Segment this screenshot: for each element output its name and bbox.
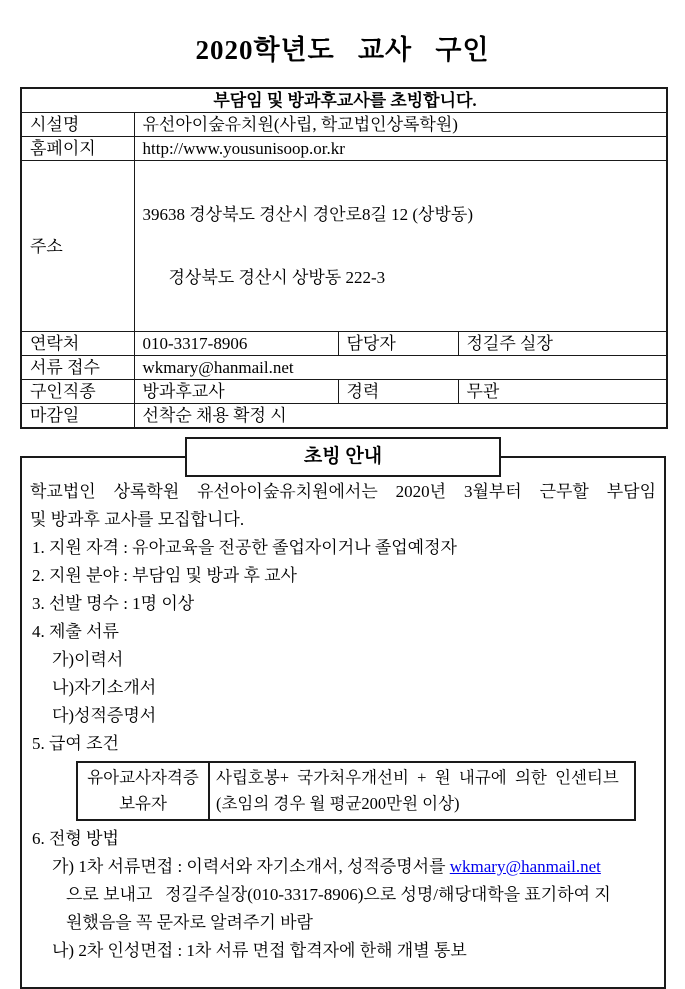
table-header: 부담임 및 방과후교사를 초빙합니다. (21, 88, 667, 113)
recruitment-info-table (20, 87, 668, 429)
contact-value: 010-3317-8906 (134, 332, 338, 356)
deadline-value: 선착순 채용 확정 시 (134, 404, 667, 429)
item-transcript: 다)성적증명서 (52, 706, 157, 725)
homepage-label: 홈페이지 (21, 137, 134, 161)
homepage-value: http://www.yousunisoop.or.kr (134, 137, 667, 161)
manager-value: 정길주 실장 (458, 332, 667, 356)
process-step1-line1 (30, 853, 656, 881)
manager-label: 담당자 (338, 332, 458, 356)
process-step1-line3: 원했음을 꼭 문자로 알려주기 바람 (66, 913, 313, 932)
table-row (21, 380, 667, 404)
address-value (134, 161, 667, 332)
table-row (21, 113, 667, 137)
table-row (77, 762, 635, 820)
item-salary: 5. 급여 조건 (32, 734, 119, 753)
item-documents: 4. 제출 서류 (32, 622, 119, 641)
table-row (21, 88, 667, 113)
table-row (21, 332, 667, 356)
job-value: 방과후교사 (134, 380, 338, 404)
salary-qual-line1: 유아교사자격증 (87, 768, 199, 787)
address-line1: 39638 경상북도 경산시 경안로8길 12 (상방동) (142, 205, 473, 224)
process-step2: 나) 2차 인성면접 : 1차 서류 면접 합격자에 한해 개별 통보 (52, 941, 467, 960)
process-step1-line2: 으로 보내고 정길주실장(010-3317-8906)으로 성명/해당대학을 표기하여 지 (66, 885, 611, 904)
document-page (0, 28, 685, 960)
item-resume: 가)이력서 (52, 650, 124, 669)
email-link[interactable]: wkmary@hanmail.net (449, 857, 601, 876)
apply-value: wkmary@hanmail.net (134, 356, 667, 380)
career-value: 무관 (458, 380, 667, 404)
notice-box (20, 446, 666, 989)
salary-table (76, 761, 636, 821)
salary-detail-cell (209, 762, 635, 820)
salary-detail-line2: (초임의 경우 월 평균200만원 이상) (216, 794, 460, 813)
address-label: 주소 (21, 161, 134, 332)
deadline-label: 마감일 (21, 404, 134, 429)
item-headcount: 3. 선발 명수 : 1명 이상 (32, 594, 195, 613)
process-step1-text: 가) 1차 서류면접 : 이력서와 자기소개서, 성적증명서를 (52, 857, 450, 876)
notice-body (30, 478, 656, 965)
facility-value: 유선아이숲유치원(사립, 학교법인상록학원) (134, 113, 667, 137)
job-label: 구인직종 (21, 380, 134, 404)
salary-detail-line1: 사립호봉+ 국가처우개선비 + 원 내규에 의한 인센티브 (216, 768, 619, 787)
intro-line2: 및 방과후 교사를 모집합니다. (30, 510, 245, 529)
salary-qual-line2: 보유자 (119, 794, 167, 813)
intro-line1: 학교법인 상록학원 유선아이숲유치원에서는 2020년 3월부터 근무할 부담임 (30, 482, 656, 501)
item-cover-letter: 나)자기소개서 (52, 678, 157, 697)
facility-label: 시설명 (21, 113, 134, 137)
apply-label: 서류 접수 (21, 356, 134, 380)
table-row (21, 356, 667, 380)
salary-qualification-cell (77, 762, 209, 820)
item-process: 6. 전형 방법 (32, 829, 119, 848)
table-row (21, 404, 667, 429)
career-label: 경력 (338, 380, 458, 404)
contact-label: 연락처 (21, 332, 134, 356)
table-row (21, 161, 667, 332)
item-qualification: 1. 지원 자격 : 유아교육을 전공한 졸업자이거나 졸업예정자 (32, 538, 457, 557)
page-title: 2020학년도 교사 구인 (195, 35, 490, 65)
table-row (21, 137, 667, 161)
item-field: 2. 지원 분야 : 부담임 및 방과 후 교사 (32, 566, 297, 585)
notice-title: 초빙 안내 (185, 437, 501, 477)
address-line2: 경상북도 경산시 상방동 222-3 (168, 268, 386, 287)
